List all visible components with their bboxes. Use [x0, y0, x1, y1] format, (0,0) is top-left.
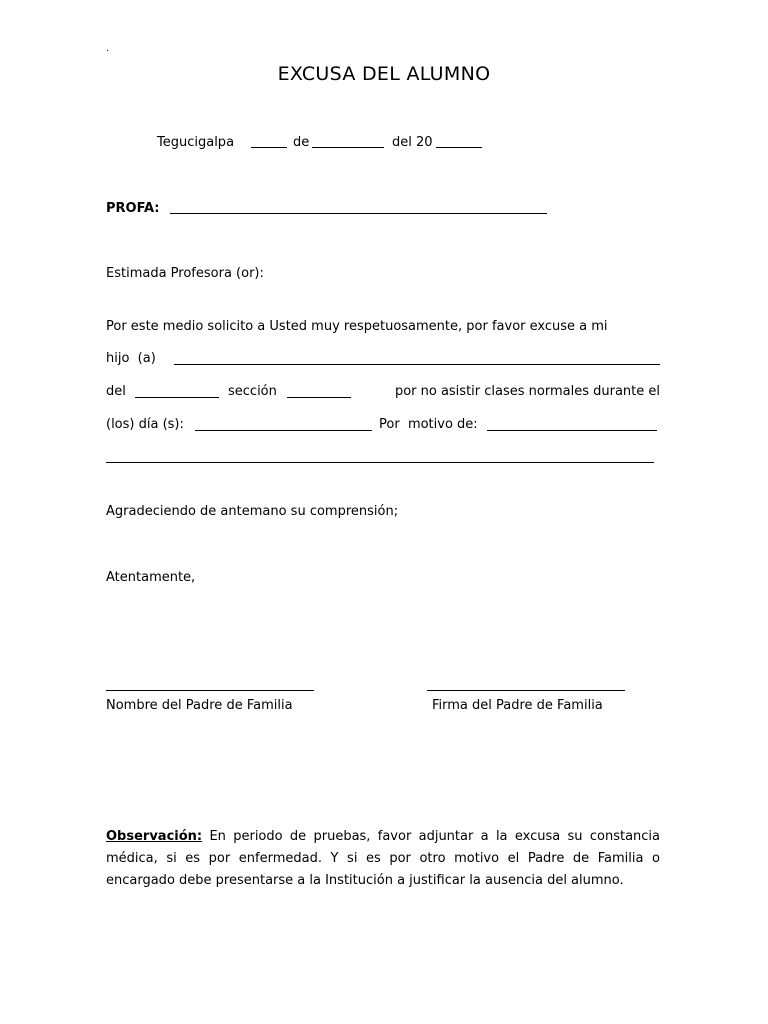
city-label: Tegucigalpa — [157, 135, 235, 150]
greeting: Estimada Profesora (or): — [106, 266, 264, 281]
month-blank[interactable] — [312, 147, 384, 148]
absence-text: por no asistir clases normales durante el — [394, 384, 660, 399]
year-blank[interactable] — [436, 147, 482, 148]
grade-blank[interactable] — [135, 397, 219, 398]
page-title: EXCUSA DEL ALUMNO — [277, 63, 491, 85]
observation-paragraph — [106, 826, 660, 892]
days-blank[interactable] — [195, 430, 372, 431]
profa-label: PROFA: — [106, 201, 160, 216]
body-line-1 — [106, 318, 660, 336]
teacher-name-blank[interactable] — [170, 213, 547, 214]
thanks-text: Agradeciendo de antemano su comprensión; — [106, 504, 399, 519]
year-prefix-label: del 20 — [392, 135, 433, 150]
hijo-label: hijo (a) — [106, 351, 156, 366]
body-line-1-text: Por este medio solicito a Usted muy respetuosamente, por favor excuse a mi — [106, 319, 608, 334]
observation-label: Observación: — [106, 829, 203, 844]
parent-signature-label: Firma del Padre de Familia — [432, 698, 603, 713]
reason-blank[interactable] — [487, 430, 657, 431]
grade-label: del — [106, 384, 126, 399]
reason-label: Por motivo de: — [379, 417, 478, 432]
corner-mark: . — [106, 43, 110, 54]
days-label: (los) día (s): — [106, 417, 184, 432]
closing-text: Atentamente, — [106, 570, 196, 585]
student-name-blank[interactable] — [174, 364, 660, 365]
reason-continuation-blank[interactable] — [106, 462, 654, 463]
parent-name-label: Nombre del Padre de Familia — [106, 698, 293, 713]
observation-text: En periodo de pruebas, favor adjuntar a la excusa su constancia médica, si es por enfermedad. Y si es por otro motivo el Padre de Familia o encargado debe presentarse a la Institución a justificar la ausencia del alumno. — [106, 829, 660, 888]
parent-name-blank[interactable] — [106, 690, 314, 691]
section-label: sección — [228, 384, 277, 399]
day-blank[interactable] — [251, 147, 287, 148]
section-blank[interactable] — [287, 397, 351, 398]
parent-signature-blank[interactable] — [427, 690, 625, 691]
de-label: de — [293, 135, 310, 150]
